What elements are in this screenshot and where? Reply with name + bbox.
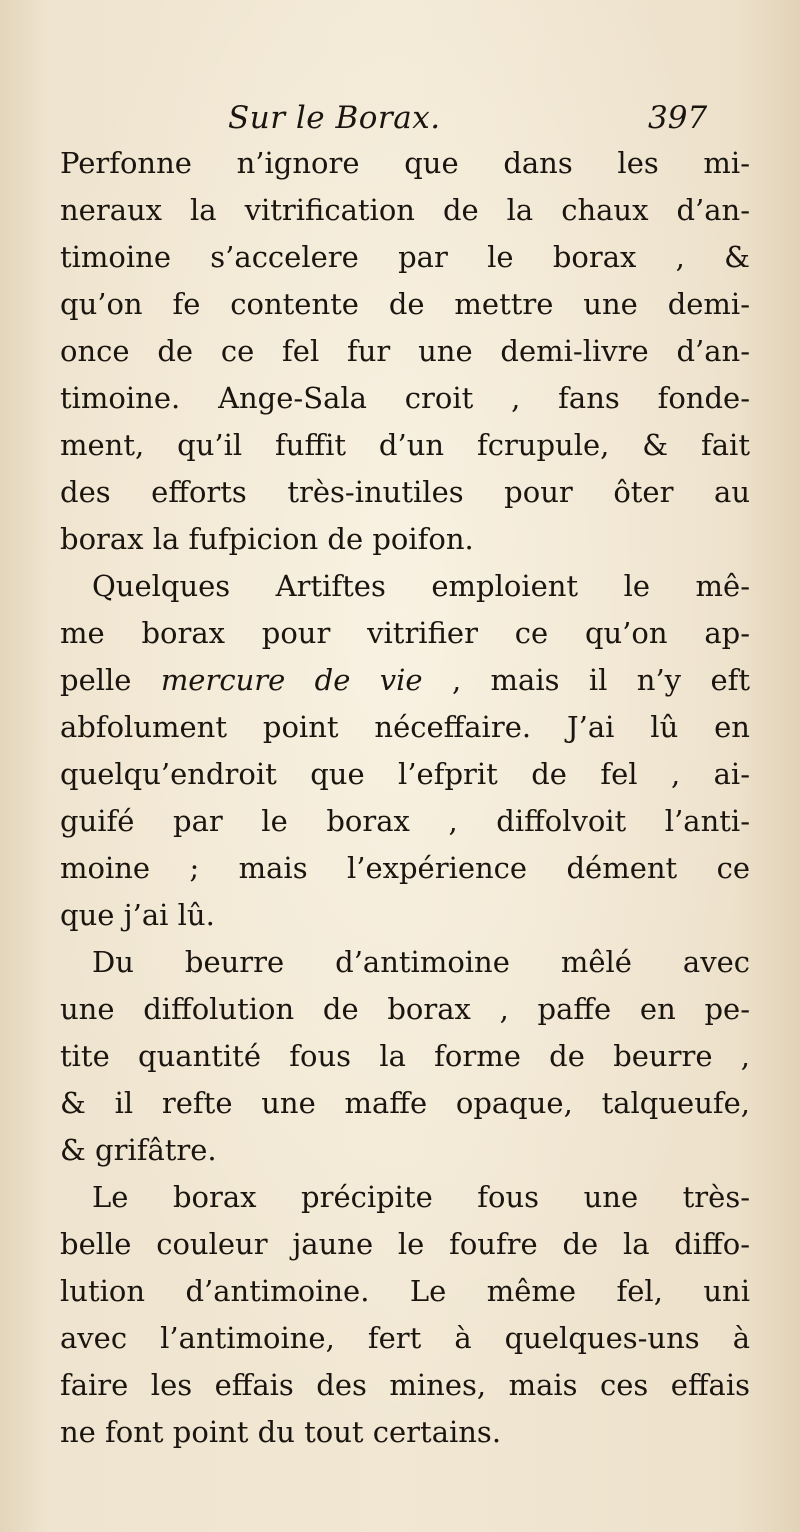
- text-line: abfolument point néceffaire. J’ai lû en: [60, 710, 750, 744]
- text-line: des efforts très-inutiles pour ôter au: [60, 475, 750, 509]
- text-line: neraux la vitrification de la chaux d’an-: [60, 193, 750, 227]
- text-line: tite quantité fous la forme de beurre ,: [60, 1039, 750, 1073]
- paragraph: [60, 563, 750, 939]
- text-line: timoine s’accelere par le borax , &: [60, 240, 750, 274]
- page-number: 397: [648, 100, 708, 136]
- text-line: timoine. Ange-Sala croit , fans fonde-: [60, 381, 750, 415]
- text-line: belle couleur jaune le foufre de la diffo-: [60, 1227, 750, 1261]
- text-line: moine ; mais l’expérience dément ce: [60, 851, 750, 885]
- text-line: borax la fufpicion de poifon.: [60, 522, 474, 556]
- text-run: , mais il n’y eft: [422, 663, 750, 697]
- body-text: [60, 140, 750, 1456]
- paragraph: [60, 140, 750, 563]
- text-line: Quelques Artiftes emploient le mê-: [92, 569, 750, 603]
- page-header: [0, 96, 800, 140]
- text-line: guifé par le borax , diffolvoit l’anti-: [60, 804, 750, 838]
- text-line: ne font point du tout certains.: [60, 1415, 502, 1449]
- text-line: avec l’antimoine, fert à quelques-uns à: [60, 1321, 750, 1355]
- text-line: Du beurre d’antimoine mêlé avec: [92, 945, 750, 979]
- paragraph: [60, 939, 750, 1174]
- text-line: me borax pour vitrifier ce qu’on ap-: [60, 616, 750, 650]
- text-line: lution d’antimoine. Le même fel, uni: [60, 1274, 750, 1308]
- text-line: quelqu’endroit que l’efprit de fel , ai-: [60, 757, 750, 791]
- text-line: once de ce fel fur une demi-livre d’an-: [60, 334, 750, 368]
- text-line: une diffolution de borax , paffe en pe-: [60, 992, 750, 1026]
- text-line: faire les effais des mines, mais ces effais: [60, 1368, 750, 1402]
- text-line: qu’on fe contente de mettre une demi-: [60, 287, 750, 321]
- text-line: ment, qu’il fuffit d’un fcrupule, & fait: [60, 428, 750, 462]
- italic-term: mercure de vie: [160, 663, 423, 697]
- paragraph: [60, 1174, 750, 1456]
- text-line: Perfonne n’ignore que dans les mi-: [60, 146, 750, 180]
- text-line: [60, 657, 750, 704]
- text-line: & il refte une maffe opaque, talqueufe,: [60, 1086, 750, 1120]
- text-line: Le borax précipite fous une très-: [92, 1180, 750, 1214]
- text-line: que j’ai lû.: [60, 898, 215, 932]
- text-line: & grifâtre.: [60, 1133, 217, 1167]
- running-head: Sur le Borax.: [228, 100, 441, 136]
- text-run: pelle: [60, 663, 161, 697]
